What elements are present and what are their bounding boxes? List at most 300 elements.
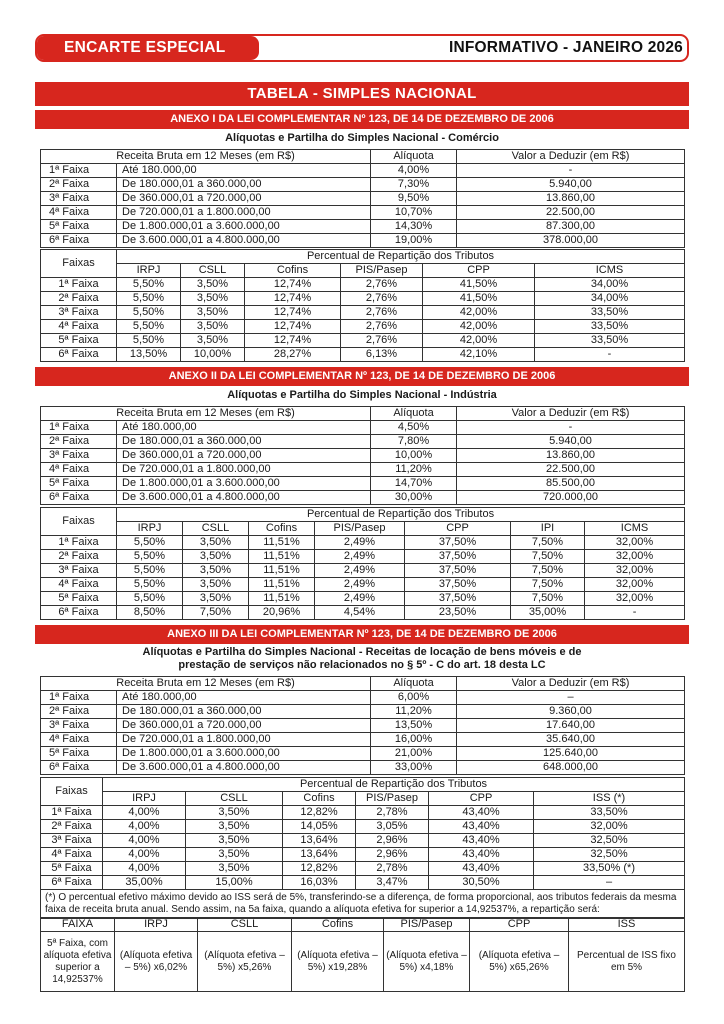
anexo-3-reparticao-table xyxy=(40,777,685,919)
faixa-label: 4ª Faixa xyxy=(41,848,103,862)
value-cell: 15,00% xyxy=(186,876,283,890)
value-cell: 33,50% (*) xyxy=(534,862,685,876)
aliquota-cell: 13,50% xyxy=(371,719,457,733)
column-header: Alíquota xyxy=(371,677,457,691)
faixa-label: 3ª Faixa xyxy=(41,192,117,206)
value-cell: 41,50% xyxy=(423,292,535,306)
value-cell: 3,50% xyxy=(186,820,283,834)
value-cell: 34,00% xyxy=(535,278,685,292)
column-header: Receita Bruta em 12 Meses (em R$) xyxy=(41,150,371,164)
value-cell: - xyxy=(585,606,685,620)
value-cell: 2,96% xyxy=(356,834,429,848)
faixa-label: 4ª Faixa xyxy=(41,733,117,747)
value-cell: 5,50% xyxy=(117,550,183,564)
deduzir-cell: 5.940,00 xyxy=(457,178,685,192)
value-cell: 4,00% xyxy=(103,848,186,862)
value-cell: 11,51% xyxy=(249,578,315,592)
aliquota-cell: 21,00% xyxy=(371,747,457,761)
deduzir-cell: 720.000,00 xyxy=(457,491,685,505)
range-cell: De 180.000,01 a 360.000,00 xyxy=(117,178,371,192)
value-cell: 37,50% xyxy=(405,578,511,592)
aliquota-cell: 10,00% xyxy=(371,449,457,463)
table-row xyxy=(41,477,685,491)
faixa-label: 2ª Faixa xyxy=(41,550,117,564)
value-cell: 20,96% xyxy=(249,606,315,620)
table-row xyxy=(41,306,685,320)
faixa-label: 5ª Faixa xyxy=(41,334,117,348)
value-cell: 3,05% xyxy=(356,820,429,834)
special-csll-cell: (Alíquota efetiva – 5%) x5,26% xyxy=(198,932,292,992)
range-cell: De 1.800.000,01 a 3.600.000,00 xyxy=(117,220,371,234)
value-cell: 4,00% xyxy=(103,862,186,876)
faixa-label: 5ª Faixa xyxy=(41,220,117,234)
value-cell: 4,00% xyxy=(103,806,186,820)
faixa-label: 1ª Faixa xyxy=(41,164,117,178)
faixa-label: 5ª Faixa xyxy=(41,862,103,876)
deduzir-cell: 378.000,00 xyxy=(457,234,685,248)
faixa-label: 4ª Faixa xyxy=(41,463,117,477)
value-cell: 5,50% xyxy=(117,536,183,550)
faixa-label: 3ª Faixa xyxy=(41,834,103,848)
value-cell: - xyxy=(535,348,685,362)
table-row xyxy=(41,820,685,834)
table-header-row xyxy=(41,677,685,691)
faixas-header: Faixas xyxy=(41,250,117,278)
value-cell: 2,76% xyxy=(341,292,423,306)
range-cell: De 360.000,01 a 720.000,00 xyxy=(117,719,371,733)
value-cell: 32,00% xyxy=(585,592,685,606)
value-cell: 13,64% xyxy=(283,848,356,862)
value-cell: 5,50% xyxy=(117,592,183,606)
aliquota-cell: 16,00% xyxy=(371,733,457,747)
range-cell: De 3.600.000,01 a 4.800.000,00 xyxy=(117,761,371,775)
value-cell: 10,00% xyxy=(181,348,245,362)
deduzir-cell: – xyxy=(457,691,685,705)
value-cell: 30,50% xyxy=(429,876,534,890)
value-cell: 12,74% xyxy=(245,278,341,292)
value-cell: 37,50% xyxy=(405,536,511,550)
column-header: Cofins xyxy=(245,264,341,278)
value-cell: 5,50% xyxy=(117,564,183,578)
footnote-row xyxy=(41,890,685,919)
table-row xyxy=(41,536,685,550)
column-header: CSLL xyxy=(186,792,283,806)
range-cell: Até 180.000,00 xyxy=(117,691,371,705)
value-cell: 5,50% xyxy=(117,292,181,306)
table-row xyxy=(41,334,685,348)
value-cell: 43,40% xyxy=(429,834,534,848)
column-header: CPP xyxy=(470,918,569,932)
column-header: Receita Bruta em 12 Meses (em R$) xyxy=(41,677,371,691)
deduzir-cell: 13.860,00 xyxy=(457,192,685,206)
value-cell: 5,50% xyxy=(117,278,181,292)
table-row xyxy=(41,320,685,334)
value-cell: 35,00% xyxy=(103,876,186,890)
value-cell: 11,51% xyxy=(249,564,315,578)
value-cell: 33,50% xyxy=(535,306,685,320)
value-cell: 3,50% xyxy=(183,578,249,592)
column-header: CSLL xyxy=(183,522,249,536)
reparticao-title: Percentual de Repartição dos Tributos xyxy=(117,250,685,264)
value-cell: 12,74% xyxy=(245,306,341,320)
faixas-header: Faixas xyxy=(41,508,117,536)
anexo-1-subtitle: Alíquotas e Partilha do Simples Nacional - Comércio xyxy=(225,132,499,144)
table-header-row xyxy=(41,264,685,278)
table-row xyxy=(41,606,685,620)
aliquota-cell: 6,00% xyxy=(371,691,457,705)
value-cell: 12,82% xyxy=(283,806,356,820)
value-cell: 7,50% xyxy=(183,606,249,620)
value-cell: 33,50% xyxy=(535,334,685,348)
value-cell: 12,74% xyxy=(245,292,341,306)
anexo-3-subtitle-line-2: prestação de serviços não relacionados no § 5º - C do art. 18 desta LC xyxy=(178,659,546,671)
anexo-1-reparticao-table xyxy=(40,249,685,362)
value-cell: 3,50% xyxy=(181,292,245,306)
column-header: CPP xyxy=(405,522,511,536)
faixa-label: 4ª Faixa xyxy=(41,320,117,334)
column-header: CSLL xyxy=(198,918,292,932)
column-header: ISS (*) xyxy=(534,792,685,806)
table-row xyxy=(41,806,685,820)
value-cell: 4,00% xyxy=(103,820,186,834)
column-header: IRPJ xyxy=(103,792,186,806)
deduzir-cell: 5.940,00 xyxy=(457,435,685,449)
faixa-label: 1ª Faixa xyxy=(41,806,103,820)
table-header-row xyxy=(41,508,685,522)
column-header: PIS/Pasep xyxy=(384,918,470,932)
column-header: FAIXA xyxy=(41,918,115,932)
table-row xyxy=(41,192,685,206)
value-cell: 2,78% xyxy=(356,862,429,876)
value-cell: 2,49% xyxy=(315,550,405,564)
faixa-label: 6ª Faixa xyxy=(41,876,103,890)
table-row xyxy=(41,848,685,862)
anexo-2-subtitle: Alíquotas e Partilha do Simples Nacional - Indústria xyxy=(227,389,497,401)
range-cell: De 720.000,01 a 1.800.000,00 xyxy=(117,206,371,220)
faixa-label: 2ª Faixa xyxy=(41,292,117,306)
faixa-label: 2ª Faixa xyxy=(41,820,103,834)
column-header: PIS/Pasep xyxy=(315,522,405,536)
special-faixa-cell: 5ª Faixa, com alíquota efetiva superior a 14,92537% xyxy=(41,932,115,992)
value-cell: 43,40% xyxy=(429,862,534,876)
column-header: IRPJ xyxy=(117,264,181,278)
value-cell: 5,50% xyxy=(117,306,181,320)
table-row xyxy=(41,220,685,234)
value-cell: 42,00% xyxy=(423,320,535,334)
special-cofins-cell: (Alíquota efetiva – 5%) x19,28% xyxy=(292,932,384,992)
table-row xyxy=(41,705,685,719)
value-cell: 13,50% xyxy=(117,348,181,362)
value-cell: 37,50% xyxy=(405,564,511,578)
range-cell: De 360.000,01 a 720.000,00 xyxy=(117,192,371,206)
faixa-label: 6ª Faixa xyxy=(41,761,117,775)
value-cell: 12,74% xyxy=(245,320,341,334)
table-row xyxy=(41,719,685,733)
column-header: Cofins xyxy=(249,522,315,536)
range-cell: De 3.600.000,01 a 4.800.000,00 xyxy=(117,491,371,505)
value-cell: 3,50% xyxy=(181,320,245,334)
table-row xyxy=(41,234,685,248)
value-cell: 3,50% xyxy=(183,592,249,606)
faixa-label: 1ª Faixa xyxy=(41,421,117,435)
value-cell: 11,51% xyxy=(249,550,315,564)
column-header: ISS xyxy=(569,918,685,932)
value-cell: 3,47% xyxy=(356,876,429,890)
anexo-2-reparticao-table xyxy=(40,507,685,620)
value-cell: 6,13% xyxy=(341,348,423,362)
column-header: Receita Bruta em 12 Meses (em R$) xyxy=(41,407,371,421)
value-cell: 2,49% xyxy=(315,536,405,550)
column-header: Alíquota xyxy=(371,407,457,421)
value-cell: 2,76% xyxy=(341,320,423,334)
anexo-3-banner: ANEXO III DA LEI COMPLEMENTAR Nº 123, DE 14 DE DEZEMBRO DE 2006 xyxy=(35,625,689,644)
page-title: TABELA - SIMPLES NACIONAL xyxy=(35,82,689,106)
deduzir-cell: 22.500,00 xyxy=(457,206,685,220)
table-row xyxy=(41,206,685,220)
table-row xyxy=(41,691,685,705)
value-cell: 32,00% xyxy=(585,536,685,550)
column-header: Valor a Deduzir (em R$) xyxy=(457,150,685,164)
column-header: CSLL xyxy=(181,264,245,278)
faixas-header: Faixas xyxy=(41,778,103,806)
value-cell: 4,54% xyxy=(315,606,405,620)
deduzir-cell: 125.640,00 xyxy=(457,747,685,761)
aliquota-cell: 7,80% xyxy=(371,435,457,449)
aliquota-cell: 11,20% xyxy=(371,463,457,477)
value-cell: 2,76% xyxy=(341,306,423,320)
column-header: Cofins xyxy=(292,918,384,932)
column-header: Valor a Deduzir (em R$) xyxy=(457,677,685,691)
table-row xyxy=(41,876,685,890)
value-cell: 3,50% xyxy=(181,334,245,348)
faixa-label: 3ª Faixa xyxy=(41,306,117,320)
value-cell: 2,49% xyxy=(315,592,405,606)
anexo-1-banner: ANEXO I DA LEI COMPLEMENTAR Nº 123, DE 14 DE DEZEMBRO DE 2006 xyxy=(35,110,689,129)
value-cell: 3,50% xyxy=(181,306,245,320)
table-header-row xyxy=(41,778,685,792)
table-row xyxy=(41,564,685,578)
iss-footnote: (*) O percentual efetivo máximo devido ao ISS será de 5%, transferindo-se a diferença, de forma proporcional, aos tributos federais da mesma faixa de receita bruta anual. Sendo assim, na 5a faixa, quando a alíquota efetiva for superior a 14,92537%, a repartição será: xyxy=(41,890,685,919)
value-cell: 7,50% xyxy=(511,578,585,592)
aliquota-cell: 19,00% xyxy=(371,234,457,248)
faixa-label: 5ª Faixa xyxy=(41,477,117,491)
faixa-label: 3ª Faixa xyxy=(41,449,117,463)
deduzir-cell: 17.640,00 xyxy=(457,719,685,733)
value-cell: 42,00% xyxy=(423,334,535,348)
value-cell: 2,49% xyxy=(315,564,405,578)
range-cell: De 720.000,01 a 1.800.000,00 xyxy=(117,733,371,747)
range-cell: De 1.800.000,01 a 3.600.000,00 xyxy=(117,747,371,761)
aliquota-cell: 4,00% xyxy=(371,164,457,178)
table-row xyxy=(41,592,685,606)
value-cell: 3,50% xyxy=(183,550,249,564)
faixa-label: 2ª Faixa xyxy=(41,705,117,719)
aliquota-cell: 33,00% xyxy=(371,761,457,775)
column-header: ICMS xyxy=(535,264,685,278)
faixa-label: 1ª Faixa xyxy=(41,691,117,705)
value-cell: 16,03% xyxy=(283,876,356,890)
column-header: IPI xyxy=(511,522,585,536)
range-cell: De 720.000,01 a 1.800.000,00 xyxy=(117,463,371,477)
range-cell: Até 180.000,00 xyxy=(117,421,371,435)
table-row xyxy=(41,747,685,761)
table-row xyxy=(41,491,685,505)
table-row xyxy=(41,932,685,992)
table-row xyxy=(41,761,685,775)
deduzir-cell: 35.640,00 xyxy=(457,733,685,747)
anexo-3-special-table xyxy=(40,917,685,992)
column-header: CPP xyxy=(423,264,535,278)
value-cell: 5,50% xyxy=(117,334,181,348)
faixa-label: 1ª Faixa xyxy=(41,536,117,550)
column-header: Valor a Deduzir (em R$) xyxy=(457,407,685,421)
reparticao-title: Percentual de Repartição dos Tributos xyxy=(103,778,685,792)
table-header-row xyxy=(41,150,685,164)
value-cell: 32,00% xyxy=(585,564,685,578)
deduzir-cell: - xyxy=(457,164,685,178)
range-cell: Até 180.000,00 xyxy=(117,164,371,178)
faixa-label: 5ª Faixa xyxy=(41,747,117,761)
value-cell: 3,50% xyxy=(181,278,245,292)
aliquota-cell: 30,00% xyxy=(371,491,457,505)
aliquota-cell: 11,20% xyxy=(371,705,457,719)
value-cell: 14,05% xyxy=(283,820,356,834)
table-row xyxy=(41,449,685,463)
table-row xyxy=(41,164,685,178)
deduzir-cell: 87.300,00 xyxy=(457,220,685,234)
table-row xyxy=(41,292,685,306)
anexo-1-receita-table xyxy=(40,149,685,248)
range-cell: De 1.800.000,01 a 3.600.000,00 xyxy=(117,477,371,491)
value-cell: 2,96% xyxy=(356,848,429,862)
deduzir-cell: 648.000,00 xyxy=(457,761,685,775)
value-cell: 3,50% xyxy=(186,834,283,848)
faixa-label: 3ª Faixa xyxy=(41,719,117,733)
value-cell: 3,50% xyxy=(183,536,249,550)
special-iss-cell: Percentual de ISS fixo em 5% xyxy=(569,932,685,992)
column-header: Cofins xyxy=(283,792,356,806)
column-header: ICMS xyxy=(585,522,685,536)
range-cell: De 180.000,01 a 360.000,00 xyxy=(117,435,371,449)
faixa-label: 4ª Faixa xyxy=(41,206,117,220)
value-cell: 43,40% xyxy=(429,848,534,862)
value-cell: 7,50% xyxy=(511,536,585,550)
value-cell: 32,50% xyxy=(534,834,685,848)
table-header-row xyxy=(41,918,685,932)
anexo-3-subtitle: Alíquotas e Partilha do Simples Nacional - Receitas de locação de bens móveis e de xyxy=(142,646,582,658)
faixa-label: 4ª Faixa xyxy=(41,578,117,592)
column-header: PIS/Pasep xyxy=(356,792,429,806)
column-header: IRPJ xyxy=(117,522,183,536)
table-row xyxy=(41,421,685,435)
value-cell: 7,50% xyxy=(511,564,585,578)
faixa-label: 2ª Faixa xyxy=(41,435,117,449)
value-cell: 7,50% xyxy=(511,550,585,564)
table-row xyxy=(41,278,685,292)
range-cell: De 180.000,01 a 360.000,00 xyxy=(117,705,371,719)
value-cell: 33,50% xyxy=(535,320,685,334)
column-header: PIS/Pasep xyxy=(341,264,423,278)
column-header: IRPJ xyxy=(115,918,198,932)
aliquota-cell: 14,70% xyxy=(371,477,457,491)
value-cell: 3,50% xyxy=(186,848,283,862)
value-cell: 12,74% xyxy=(245,334,341,348)
value-cell: 28,27% xyxy=(245,348,341,362)
deduzir-cell: 9.360,00 xyxy=(457,705,685,719)
value-cell: 41,50% xyxy=(423,278,535,292)
faixa-label: 6ª Faixa xyxy=(41,606,117,620)
value-cell: 3,50% xyxy=(186,806,283,820)
faixa-label: 3ª Faixa xyxy=(41,564,117,578)
value-cell: 7,50% xyxy=(511,592,585,606)
faixa-label: 5ª Faixa xyxy=(41,592,117,606)
deduzir-cell: 85.500,00 xyxy=(457,477,685,491)
aliquota-cell: 9,50% xyxy=(371,192,457,206)
anexo-2-receita-table xyxy=(40,406,685,505)
table-row xyxy=(41,463,685,477)
range-cell: De 360.000,01 a 720.000,00 xyxy=(117,449,371,463)
deduzir-cell: 13.860,00 xyxy=(457,449,685,463)
value-cell: 23,50% xyxy=(405,606,511,620)
table-row xyxy=(41,435,685,449)
table-header-row xyxy=(41,250,685,264)
value-cell: 13,64% xyxy=(283,834,356,848)
faixa-label: 6ª Faixa xyxy=(41,491,117,505)
special-pis-cell: (Alíquota efetiva – 5%) x4,18% xyxy=(384,932,470,992)
deduzir-cell: - xyxy=(457,421,685,435)
value-cell: 43,40% xyxy=(429,820,534,834)
value-cell: 2,76% xyxy=(341,278,423,292)
value-cell: 35,00% xyxy=(511,606,585,620)
value-cell: 32,50% xyxy=(534,848,685,862)
value-cell: 42,10% xyxy=(423,348,535,362)
anexo-2-banner: ANEXO II DA LEI COMPLEMENTAR Nº 123, DE 14 DE DEZEMBRO DE 2006 xyxy=(35,367,689,386)
header-encarte-label: ENCARTE ESPECIAL xyxy=(37,36,259,60)
value-cell: 37,50% xyxy=(405,592,511,606)
value-cell: 5,50% xyxy=(117,320,181,334)
faixa-label: 2ª Faixa xyxy=(41,178,117,192)
value-cell: 12,82% xyxy=(283,862,356,876)
special-irpj-cell: (Alíquota efetiva – 5%) x6,02% xyxy=(115,932,198,992)
value-cell: 37,50% xyxy=(405,550,511,564)
value-cell: 2,76% xyxy=(341,334,423,348)
value-cell: 32,00% xyxy=(534,820,685,834)
range-cell: De 3.600.000,01 a 4.800.000,00 xyxy=(117,234,371,248)
faixa-label: 6ª Faixa xyxy=(41,348,117,362)
table-row xyxy=(41,862,685,876)
value-cell: 3,50% xyxy=(186,862,283,876)
value-cell: 11,51% xyxy=(249,536,315,550)
column-header: Alíquota xyxy=(371,150,457,164)
table-row xyxy=(41,348,685,362)
column-header: CPP xyxy=(429,792,534,806)
value-cell: 11,51% xyxy=(249,592,315,606)
aliquota-cell: 4,50% xyxy=(371,421,457,435)
value-cell: 8,50% xyxy=(117,606,183,620)
value-cell: 42,00% xyxy=(423,306,535,320)
deduzir-cell: 22.500,00 xyxy=(457,463,685,477)
table-header-row xyxy=(41,407,685,421)
aliquota-cell: 7,30% xyxy=(371,178,457,192)
table-header-row xyxy=(41,792,685,806)
value-cell: 32,00% xyxy=(585,550,685,564)
faixa-label: 6ª Faixa xyxy=(41,234,117,248)
table-row xyxy=(41,178,685,192)
value-cell: 2,78% xyxy=(356,806,429,820)
table-row xyxy=(41,550,685,564)
value-cell: 4,00% xyxy=(103,834,186,848)
reparticao-title: Percentual de Repartição dos Tributos xyxy=(117,508,685,522)
